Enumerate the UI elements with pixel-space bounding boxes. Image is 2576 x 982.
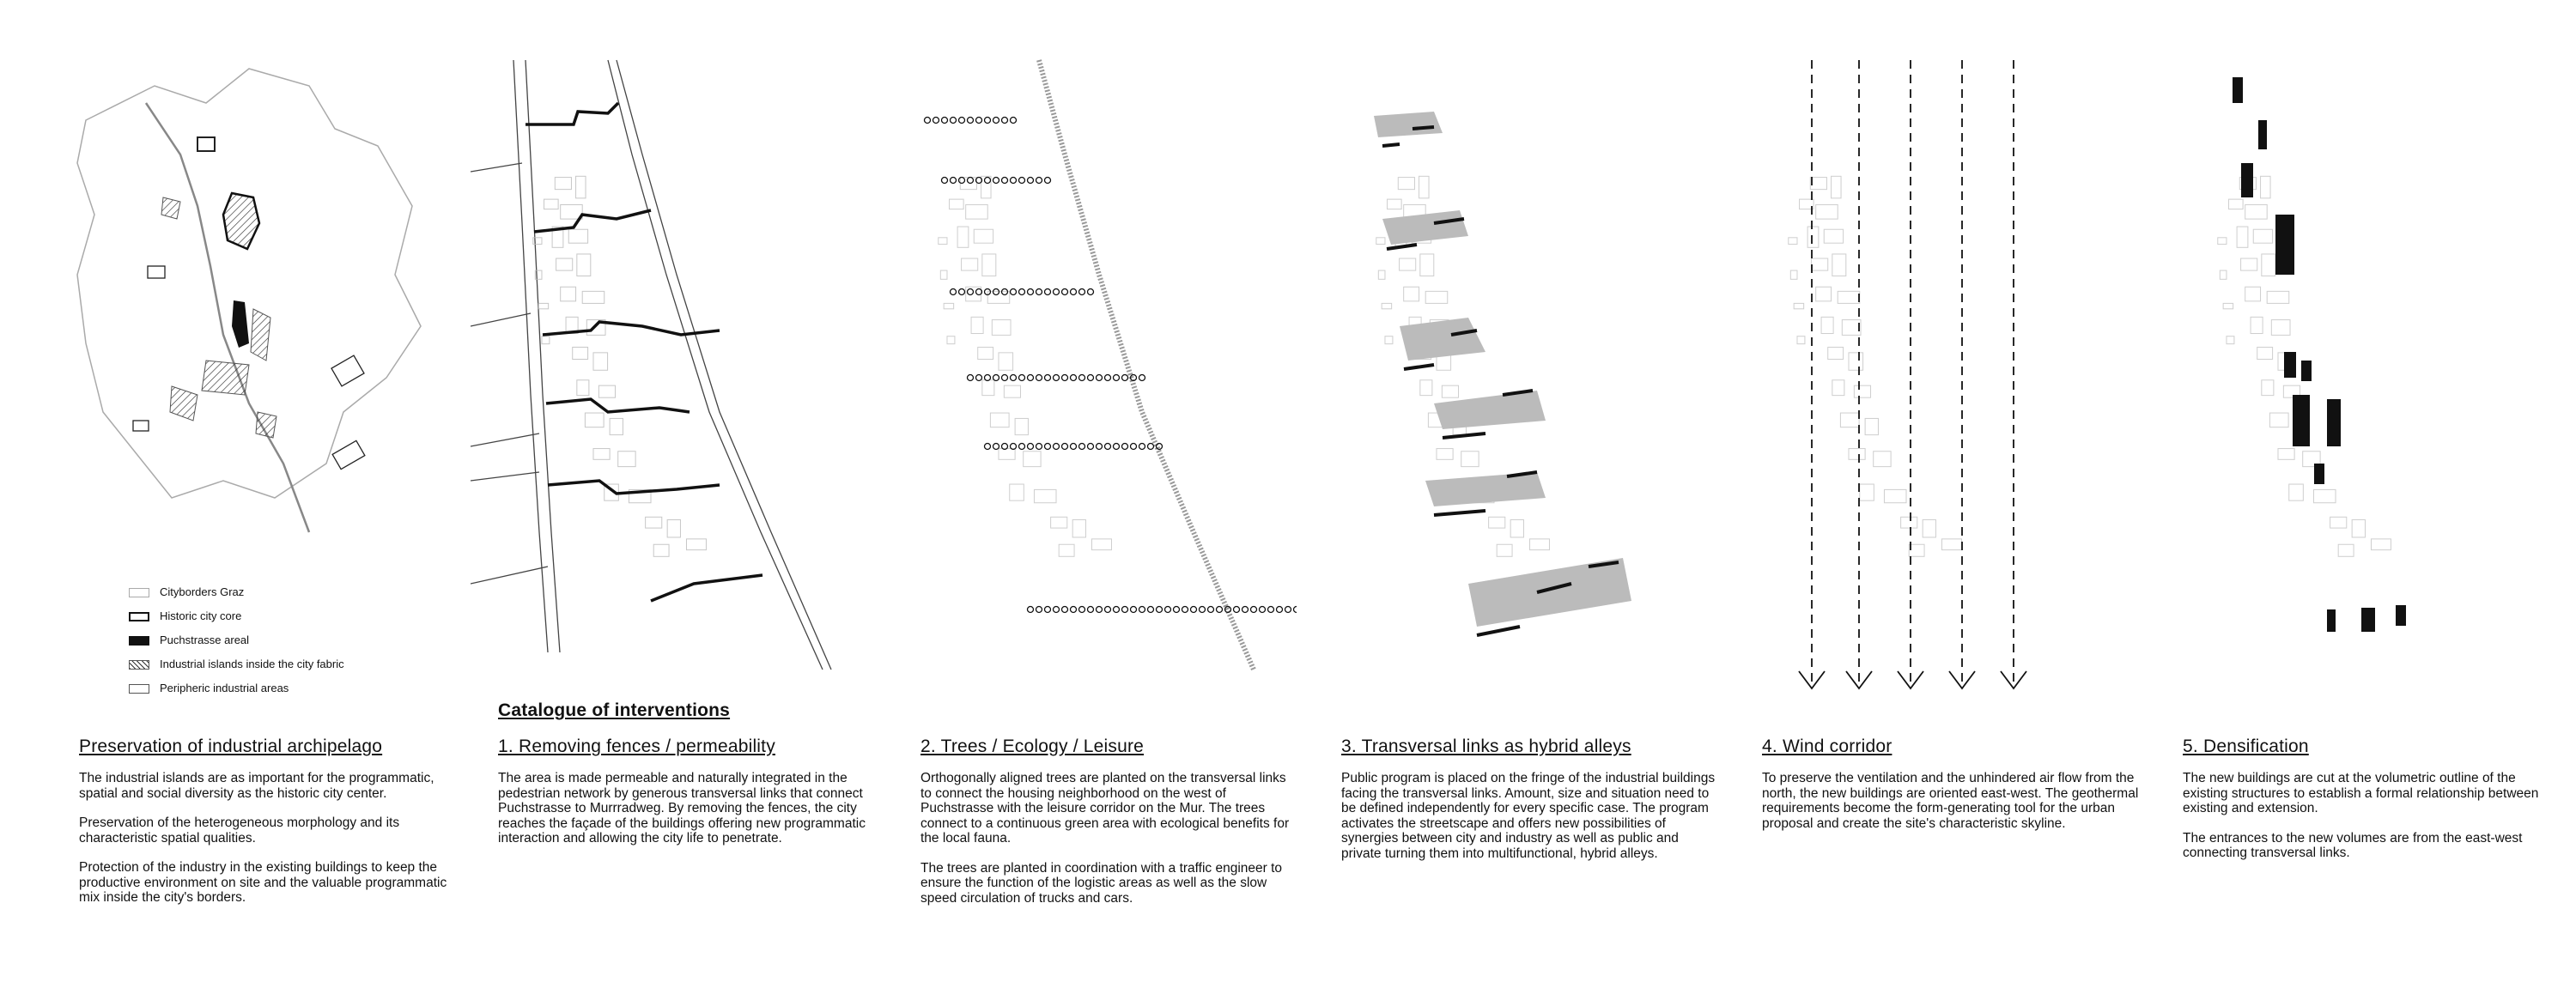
tree xyxy=(1019,375,1025,381)
public-program-zone-1 xyxy=(1374,112,1443,137)
tree xyxy=(968,375,974,381)
legend-item-peripheric-areas: Peripheric industrial areas xyxy=(129,676,344,700)
tree xyxy=(1011,178,1017,184)
tree xyxy=(1045,375,1051,381)
transversal-link-6 xyxy=(651,575,762,601)
tree xyxy=(1062,607,1068,613)
panel-hybrid-alleys xyxy=(1314,0,1717,982)
panel-heading: 2. Trees / Ecology / Leisure xyxy=(920,736,1145,756)
tree xyxy=(1148,607,1154,613)
tree xyxy=(1131,444,1137,450)
legend-swatch-bold-outline xyxy=(129,612,149,621)
tree xyxy=(1139,607,1145,613)
legend-item-industrial-islands: Industrial islands inside the city fabric xyxy=(129,652,344,676)
panel-description: The new buildings are cut at the volumetric outline of the existing structures to establish a formal relationship between existing and extension. The entrances to the new volumes are from the east-west connecting transversal links. xyxy=(2183,771,2539,860)
new-building xyxy=(2327,609,2336,632)
tree xyxy=(1105,607,1111,613)
tree xyxy=(1200,607,1206,613)
tree-rows xyxy=(925,118,1297,613)
tree xyxy=(1028,178,1034,184)
tree xyxy=(1097,444,1103,450)
tree xyxy=(1071,289,1077,295)
tree xyxy=(1002,289,1008,295)
panel-description: The area is made permeable and naturally integrated in the pedestrian network by generous transversal links that connect Puchstrasse to Murrradweg. By removing the fences, the city reaches the façade of the buildings offering new programmatic interaction and allowing the city life to penetrate. xyxy=(498,771,866,846)
city-border xyxy=(77,69,421,498)
tree xyxy=(1079,444,1085,450)
tree xyxy=(1174,607,1180,613)
tree xyxy=(959,289,965,295)
legend-swatch-outline xyxy=(129,684,149,694)
tree xyxy=(951,289,957,295)
industrial-island-1 xyxy=(251,309,270,361)
public-program-zone-2 xyxy=(1382,210,1468,245)
tree xyxy=(985,178,991,184)
panel-description: The industrial islands are as important for the programmatic, spatial and social diversity as the historic city center. Preservation of the heterogeneous morphology and its characteristic spatial qualities. Protection of the industry in the existing buildings to keep the productive environment on site and the valuable programmatic mix inside the city's borders. xyxy=(79,771,447,905)
tree xyxy=(1182,607,1188,613)
new-building xyxy=(2233,77,2243,103)
tree xyxy=(1208,607,1214,613)
tree xyxy=(1294,607,1297,613)
tree xyxy=(1011,289,1017,295)
tree xyxy=(993,375,999,381)
tree xyxy=(1079,289,1085,295)
new-building xyxy=(2314,464,2324,484)
tree xyxy=(1131,607,1137,613)
trees-map xyxy=(893,52,1297,704)
tree xyxy=(1268,607,1274,613)
panel-densification xyxy=(2155,0,2559,982)
tree xyxy=(1097,607,1103,613)
tree xyxy=(968,118,974,124)
tree xyxy=(1036,607,1042,613)
tree xyxy=(1054,607,1060,613)
peripheric-area-1 xyxy=(148,266,165,278)
tree xyxy=(1071,607,1077,613)
tree xyxy=(1260,607,1266,613)
tree xyxy=(1139,444,1145,450)
tree xyxy=(1071,444,1077,450)
fences-map xyxy=(471,52,874,704)
historic-city-core xyxy=(223,193,259,249)
tree xyxy=(1114,607,1120,613)
tree xyxy=(1036,289,1042,295)
tree xyxy=(1079,607,1085,613)
tree xyxy=(1191,607,1197,613)
tree xyxy=(1217,607,1223,613)
transversal-link-4 xyxy=(546,399,690,412)
tree xyxy=(1036,178,1042,184)
mur-green-corridor xyxy=(1039,60,1254,670)
river-mur xyxy=(146,103,309,532)
tree xyxy=(1045,444,1051,450)
tree xyxy=(1277,607,1283,613)
tree xyxy=(959,118,965,124)
tree xyxy=(1114,444,1120,450)
tree xyxy=(1071,375,1077,381)
tree xyxy=(1251,607,1257,613)
tree xyxy=(1122,444,1128,450)
tree xyxy=(1036,444,1042,450)
industrial-island-5 xyxy=(161,197,180,219)
public-program-zone-6 xyxy=(1468,558,1631,627)
tree xyxy=(1105,444,1111,450)
panel-heading: 3. Transversal links as hybrid alleys xyxy=(1341,736,1631,756)
new-building xyxy=(2301,361,2312,381)
tree xyxy=(1045,607,1051,613)
panel-heading: 5. Densification xyxy=(2183,736,2309,756)
tree xyxy=(1088,375,1094,381)
panel-heading: 4. Wind corridor xyxy=(1762,736,1893,756)
panel-removing-fences xyxy=(471,0,874,982)
tree xyxy=(1105,375,1111,381)
new-building xyxy=(2258,120,2267,149)
new-building xyxy=(2361,608,2375,632)
tree xyxy=(976,118,982,124)
tree xyxy=(1011,375,1017,381)
tree xyxy=(968,178,974,184)
tree xyxy=(1139,375,1145,381)
map-legend xyxy=(129,580,344,700)
tree xyxy=(993,289,999,295)
wind-arrows xyxy=(1799,60,2026,688)
panel-trees xyxy=(893,0,1297,982)
tree xyxy=(1157,444,1163,450)
tree xyxy=(1097,375,1103,381)
tree xyxy=(985,118,991,124)
tree xyxy=(951,178,957,184)
new-building xyxy=(2275,215,2294,275)
legend-item-city-borders: Cityborders Graz xyxy=(129,580,344,604)
tree xyxy=(1114,375,1120,381)
transversal-link-2 xyxy=(534,210,651,232)
legend-swatch-hatched xyxy=(129,660,149,670)
public-program-zone-5 xyxy=(1425,472,1546,506)
tree xyxy=(1011,118,1017,124)
tree xyxy=(1157,607,1163,613)
tree xyxy=(925,118,931,124)
tree xyxy=(976,375,982,381)
tree xyxy=(1002,375,1008,381)
panel-heading: 1. Removing fences / permeability xyxy=(498,736,775,756)
tree xyxy=(1028,444,1034,450)
panel-wind-corridor xyxy=(1735,0,2138,982)
tree xyxy=(1234,607,1240,613)
panel-description: Orthogonally aligned trees are planted on the transversal links to connect the housing neighborhood on the west of Puchstrasse with the leisure corridor on the Mur. The trees connect to a continuous green area with ecological benefits for the local fauna. The trees are planted in coordination with a traffic engineer to ensure the function of the logistic areas as well as the slow speed circulation of trucks and cars. xyxy=(920,771,1290,906)
tree xyxy=(1054,375,1060,381)
tree xyxy=(1036,375,1042,381)
wind-corridor-map xyxy=(1735,52,2138,704)
transversal-link-1 xyxy=(526,103,618,124)
peripheric-area-5 xyxy=(133,421,149,431)
legend-item-historic-core: Historic city core xyxy=(129,604,344,628)
transversal-link-5 xyxy=(548,481,720,494)
tree xyxy=(1165,607,1171,613)
tree xyxy=(1028,289,1034,295)
legend-swatch-border xyxy=(129,588,149,597)
new-building xyxy=(2241,163,2253,197)
tree xyxy=(1054,444,1060,450)
public-program-zone-3 xyxy=(1400,318,1485,361)
industrial-island-4 xyxy=(256,412,276,438)
tree xyxy=(1122,607,1128,613)
panel-description: Public program is placed on the fringe of the industrial buildings facing the transversal links. Amount, size and situation need to be defined independently for every specific case. The program activates the streetscape and offers new possibilities of synergies between city and industry as well as public and private turning them into multifunctional, hybrid alleys. xyxy=(1341,771,1716,861)
tree xyxy=(1019,178,1025,184)
industrial-island-2 xyxy=(202,361,249,395)
tree xyxy=(1028,375,1034,381)
tree xyxy=(1054,289,1060,295)
legend-swatch-black xyxy=(129,636,149,646)
tree xyxy=(1285,607,1291,613)
panel-preservation xyxy=(52,0,455,982)
tree xyxy=(1045,178,1051,184)
tree xyxy=(1148,444,1154,450)
tree xyxy=(951,118,957,124)
catalogue-title: Catalogue of interventions xyxy=(498,700,731,720)
tree xyxy=(1242,607,1249,613)
puchstrasse-areal xyxy=(232,300,249,348)
legend-item-puchstrasse: Puchstrasse areal xyxy=(129,628,344,652)
new-building xyxy=(2293,395,2310,446)
tree xyxy=(993,444,999,450)
tree xyxy=(942,118,948,124)
new-building xyxy=(2284,352,2296,378)
industrial-island-3 xyxy=(170,386,197,421)
tree xyxy=(959,178,965,184)
tree xyxy=(1088,444,1094,450)
tree xyxy=(1002,178,1008,184)
peripheric-area-4 xyxy=(197,137,215,151)
mur-bank xyxy=(617,60,831,670)
tree xyxy=(1079,375,1085,381)
tree xyxy=(1088,289,1094,295)
new-building xyxy=(2327,399,2341,446)
tree xyxy=(1062,375,1068,381)
densification-map xyxy=(2155,52,2559,704)
tree xyxy=(1088,607,1094,613)
tree xyxy=(1019,289,1025,295)
tree xyxy=(942,178,948,184)
peripheric-area-2 xyxy=(331,355,364,386)
tree xyxy=(1062,444,1068,450)
tree xyxy=(968,289,974,295)
peripheric-area-3 xyxy=(332,440,365,469)
tree xyxy=(993,178,999,184)
panel-description: To preserve the ventilation and the unhindered air flow from the north, the new buildings are oriented east-west. The geothermal requirements become the form-generating tool for the urban proposal and create the site's characteristic skyline. xyxy=(1762,771,2139,831)
public-program-zone-4 xyxy=(1434,391,1546,429)
tree xyxy=(1062,289,1068,295)
tree xyxy=(1122,375,1128,381)
tree xyxy=(1028,607,1034,613)
tree xyxy=(933,118,939,124)
tree xyxy=(1002,118,1008,124)
tree xyxy=(1019,444,1025,450)
panel-heading: Preservation of industrial archipelago xyxy=(79,736,383,756)
hybrid-alleys-map xyxy=(1314,52,1717,704)
tree xyxy=(1045,289,1051,295)
tree xyxy=(985,444,991,450)
tree xyxy=(993,118,999,124)
new-building xyxy=(2396,605,2406,626)
